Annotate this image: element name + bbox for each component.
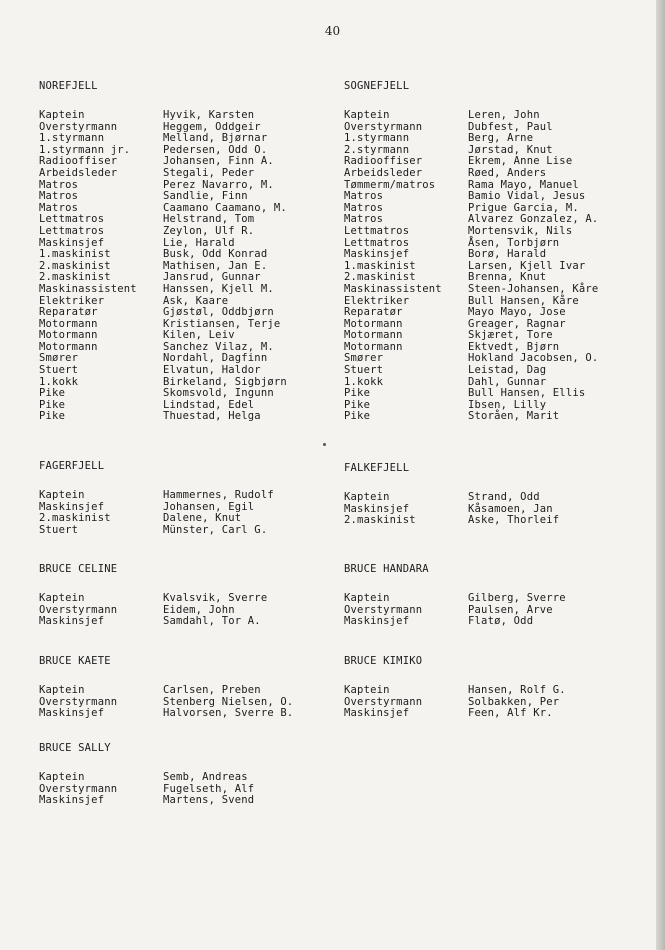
- crew-name: Alvarez Gonzalez, A.: [468, 213, 599, 226]
- crew-name: Eidem, John: [163, 603, 235, 616]
- crew-role: 2.styrmann: [344, 143, 410, 156]
- crew-role: 1.styrmann jr.: [39, 143, 131, 156]
- crew-list: [39, 593, 339, 628]
- crew-name: Leistad, Dag: [468, 364, 547, 377]
- crew-name: Mortensvik, Nils: [468, 224, 573, 237]
- crew-row: [344, 411, 644, 423]
- crew-row: [39, 307, 339, 319]
- crew-role: Maskinsjef: [39, 236, 105, 249]
- ship-name-heading: SOGNEFJELL: [344, 80, 410, 92]
- crew-role: Smører: [344, 352, 384, 365]
- crew-name: Caamano Caamano, M.: [163, 201, 287, 214]
- crew-role: Maskinassistent: [344, 282, 442, 295]
- crew-row: [344, 616, 644, 628]
- crew-role: 2.maskinist: [344, 514, 416, 527]
- crew-role: Kaptein: [344, 109, 390, 121]
- crew-name: Elvatun, Haldor: [163, 364, 261, 377]
- crew-role: 1.styrmann: [39, 132, 105, 145]
- crew-role: Kaptein: [344, 684, 390, 696]
- crew-role: Maskinsjef: [39, 615, 105, 628]
- crew-name: Mayo Mayo, Jose: [468, 306, 566, 319]
- crew-role: Pike: [39, 387, 66, 400]
- crew-role: Smører: [39, 352, 79, 365]
- crew-row: [39, 110, 339, 122]
- ship-name-heading: BRUCE HANDARA: [344, 563, 429, 575]
- crew-role: Radiooffiser: [39, 155, 118, 168]
- crew-list: [39, 772, 339, 807]
- crew-role: Matros: [39, 190, 79, 203]
- crew-name: Jørstad, Knut: [468, 143, 553, 156]
- crew-role: Matros: [344, 201, 384, 214]
- crew-name: Borø, Harald: [468, 248, 547, 261]
- crew-name: Lie, Harald: [163, 236, 235, 249]
- crew-name: Hansen, Rolf G.: [468, 684, 566, 696]
- crew-role: 2.maskinist: [344, 271, 416, 284]
- crew-name: Paulsen, Arve: [468, 603, 553, 616]
- crew-row: [39, 708, 339, 720]
- crew-name: Martens, Svend: [163, 794, 255, 807]
- crew-name: Dalene, Knut: [163, 512, 242, 525]
- crew-name: Gilberg, Sverre: [468, 592, 566, 604]
- crew-name: Kristiansen, Terje: [163, 317, 281, 330]
- crew-name: Ibsen, Lilly: [468, 398, 547, 411]
- crew-role: 1.styrmann: [344, 132, 410, 145]
- ship-name-heading: BRUCE KAETE: [39, 655, 111, 667]
- crew-row: [344, 593, 644, 605]
- crew-name: Hokland Jacobsen, O.: [468, 352, 599, 365]
- crew-name: Busk, Odd Konrad: [163, 248, 268, 261]
- crew-name: Storåen, Marit: [468, 410, 560, 423]
- ship-section: [39, 655, 339, 720]
- crew-role: Overstyrmann: [39, 695, 118, 708]
- crew-role: Overstyrmann: [344, 603, 423, 616]
- crew-name: Kilen, Leiv: [163, 329, 235, 342]
- crew-role: Pike: [344, 398, 371, 411]
- crew-name: Hyvik, Karsten: [163, 109, 255, 121]
- crew-row: [344, 284, 644, 296]
- crew-name: Greager, Ragnar: [468, 317, 566, 330]
- crew-list: [39, 685, 339, 720]
- ship-name-heading: FAGERFJELL: [39, 460, 105, 472]
- crew-role: Motormann: [344, 329, 403, 342]
- crew-name: Ekrem, Anne Lise: [468, 155, 573, 168]
- crew-name: Solbakken, Per: [468, 695, 560, 708]
- crew-role: Motormann: [344, 317, 403, 330]
- crew-role: Pike: [344, 387, 371, 400]
- crew-list: [344, 110, 644, 423]
- ship-section: [39, 460, 339, 536]
- crew-name: Dahl, Gunnar: [468, 375, 547, 388]
- crew-role: Matros: [39, 201, 79, 214]
- crew-row: [344, 110, 644, 122]
- crew-name: Bamio Vidal, Jesus: [468, 190, 586, 203]
- crew-name: Nordahl, Dagfinn: [163, 352, 268, 365]
- crew-role: Matros: [39, 178, 79, 191]
- crew-name: Gjøstøl, Oddbjørn: [163, 306, 274, 319]
- crew-name: Rama Mayo, Manuel: [468, 178, 579, 191]
- ship-name-heading: BRUCE KIMIKO: [344, 655, 423, 667]
- crew-role: Pike: [344, 410, 371, 423]
- crew-name: Stenberg Nielsen, O.: [163, 695, 294, 708]
- crew-role: Lettmatros: [39, 213, 105, 226]
- ship-name-heading: NOREFJELL: [39, 80, 98, 92]
- stray-dot: [323, 443, 326, 446]
- crew-row: [39, 226, 339, 238]
- crew-name: Perez Navarro, M.: [163, 178, 274, 191]
- ship-section: [344, 655, 644, 720]
- crew-name: Johansen, Finn A.: [163, 155, 274, 168]
- crew-name: Skjæret, Tore: [468, 329, 553, 342]
- crew-role: Elektriker: [39, 294, 105, 307]
- crew-name: Feen, Alf Kr.: [468, 707, 553, 720]
- crew-role: Maskinsjef: [344, 248, 410, 261]
- crew-role: Overstyrmann: [344, 695, 423, 708]
- crew-row: [39, 411, 339, 423]
- crew-list: [344, 593, 644, 628]
- crew-role: Kaptein: [39, 771, 85, 783]
- crew-row: [39, 525, 339, 537]
- crew-name: Ask, Kaare: [163, 294, 229, 307]
- crew-name: Hammernes, Rudolf: [163, 489, 274, 501]
- crew-name: Sandlie, Finn: [163, 190, 248, 203]
- crew-name: Semb, Andreas: [163, 771, 248, 783]
- crew-list: [39, 490, 339, 536]
- crew-name: Bull Hansen, Kåre: [468, 294, 579, 307]
- crew-row: [344, 226, 644, 238]
- crew-name: Ektvedt, Bjørn: [468, 340, 560, 353]
- crew-role: 1.kokk: [344, 375, 384, 388]
- crew-name: Kåsamoen, Jan: [468, 502, 553, 515]
- crew-role: 1.maskinist: [39, 248, 111, 261]
- crew-role: Kaptein: [344, 592, 390, 604]
- crew-row: [39, 284, 339, 296]
- crew-name: Johansen, Egil: [163, 500, 255, 513]
- crew-role: Lettmatros: [344, 224, 410, 237]
- crew-role: Maskinsjef: [39, 794, 105, 807]
- crew-row: [39, 249, 339, 261]
- crew-role: Pike: [39, 398, 66, 411]
- crew-role: Maskinsjef: [344, 502, 410, 515]
- ship-section: [39, 563, 339, 628]
- crew-name: Halvorsen, Sverre B.: [163, 707, 294, 720]
- crew-role: Kaptein: [344, 491, 390, 503]
- crew-row: [344, 168, 644, 180]
- crew-name: Flatø, Odd: [468, 615, 534, 628]
- ship-name-heading: FALKEFJELL: [344, 462, 410, 474]
- crew-role: Kaptein: [39, 109, 85, 121]
- crew-name: Zeylon, Ulf R.: [163, 224, 255, 237]
- crew-name: Thuestad, Helga: [163, 410, 261, 423]
- crew-name: Melland, Bjørnar: [163, 132, 268, 145]
- ship-section: [344, 563, 644, 628]
- crew-role: Maskinsjef: [344, 615, 410, 628]
- crew-name: Münster, Carl G.: [163, 523, 268, 536]
- crew-name: Lindstad, Edel: [163, 398, 255, 411]
- crew-name: Kvalsvik, Sverre: [163, 592, 268, 604]
- crew-name: Prigue Garcia, M.: [468, 201, 579, 214]
- crew-name: Aske, Thorleif: [468, 514, 560, 527]
- crew-row: [39, 168, 339, 180]
- crew-row: [344, 685, 644, 697]
- crew-name: Røed, Anders: [468, 166, 547, 179]
- crew-name: Steen-Johansen, Kåre: [468, 282, 599, 295]
- crew-name: Carlsen, Preben: [163, 684, 261, 696]
- crew-role: Kaptein: [39, 592, 85, 604]
- crew-role: Matros: [344, 213, 384, 226]
- crew-role: Stuert: [39, 523, 79, 536]
- crew-name: Mathisen, Jan E.: [163, 259, 268, 272]
- crew-role: Motormann: [39, 329, 98, 342]
- crew-name: Stegali, Peder: [163, 166, 255, 179]
- crew-role: Kaptein: [39, 489, 85, 501]
- crew-row: [344, 191, 644, 203]
- crew-role: Maskinsjef: [39, 500, 105, 513]
- crew-row: [39, 685, 339, 697]
- crew-list: [39, 110, 339, 423]
- crew-name: Åsen, Torbjørn: [468, 236, 560, 249]
- crew-role: Pike: [39, 410, 66, 423]
- crew-name: Heggem, Oddgeir: [163, 120, 261, 133]
- crew-role: 1.maskinist: [344, 259, 416, 272]
- crew-row: [344, 249, 644, 261]
- crew-role: Overstyrmann: [39, 603, 118, 616]
- crew-role: Tømmerm/matros: [344, 178, 436, 191]
- crew-name: Sanchez Vilaz, M.: [163, 340, 274, 353]
- crew-role: Overstyrmann: [39, 120, 118, 133]
- crew-role: Matros: [344, 190, 384, 203]
- crew-name: Jansrud, Gunnar: [163, 271, 261, 284]
- crew-name: Leren, John: [468, 109, 540, 121]
- crew-row: [344, 708, 644, 720]
- crew-row: [39, 490, 339, 502]
- ship-section: [344, 462, 644, 527]
- crew-row: [344, 307, 644, 319]
- crew-role: Stuert: [344, 364, 384, 377]
- ship-section: [344, 80, 644, 423]
- ship-name-heading: BRUCE SALLY: [39, 742, 111, 754]
- crew-row: [344, 492, 644, 504]
- ship-section: [39, 80, 339, 423]
- crew-role: 2.maskinist: [39, 259, 111, 272]
- crew-name: Brenna, Knut: [468, 271, 547, 284]
- crew-role: Lettmatros: [39, 224, 105, 237]
- crew-role: Motormann: [39, 317, 98, 330]
- crew-role: Arbeidsleder: [344, 166, 423, 179]
- ship-section: [39, 742, 339, 807]
- crew-role: Maskinsjef: [39, 707, 105, 720]
- crew-row: [39, 191, 339, 203]
- crew-row: [39, 616, 339, 628]
- ship-name-heading: BRUCE CELINE: [39, 563, 118, 575]
- crew-role: Lettmatros: [344, 236, 410, 249]
- crew-name: Skomsvold, Ingunn: [163, 387, 274, 400]
- crew-role: Reparatør: [39, 306, 98, 319]
- crew-list: [344, 685, 644, 720]
- crew-role: Motormann: [344, 340, 403, 353]
- crew-row: [344, 515, 644, 527]
- crew-role: Arbeidsleder: [39, 166, 118, 179]
- crew-role: 2.maskinist: [39, 512, 111, 525]
- crew-role: Maskinassistent: [39, 282, 137, 295]
- crew-role: Kaptein: [39, 684, 85, 696]
- crew-name: Bull Hansen, Ellis: [468, 387, 586, 400]
- crew-list: [344, 492, 644, 527]
- crew-role: Motormann: [39, 340, 98, 353]
- crew-name: Larsen, Kjell Ivar: [468, 259, 586, 272]
- crew-name: Pedersen, Odd O.: [163, 143, 268, 156]
- page-number: 40: [324, 24, 341, 38]
- crew-row: [39, 795, 339, 807]
- crew-row: [344, 365, 644, 377]
- crew-role: Reparatør: [344, 306, 403, 319]
- crew-role: Overstyrmann: [39, 782, 118, 795]
- crew-role: Maskinsjef: [344, 707, 410, 720]
- crew-row: [39, 772, 339, 784]
- crew-role: Elektriker: [344, 294, 410, 307]
- crew-role: 1.kokk: [39, 375, 79, 388]
- crew-name: Berg, Arne: [468, 132, 534, 145]
- crew-name: Birkeland, Sigbjørn: [163, 375, 287, 388]
- crew-role: Stuert: [39, 364, 79, 377]
- crew-name: Strand, Odd: [468, 491, 540, 503]
- crew-name: Hanssen, Kjell M.: [163, 282, 274, 295]
- crew-name: Samdahl, Tor A.: [163, 615, 261, 628]
- crew-row: [39, 365, 339, 377]
- page-edge: [656, 0, 665, 950]
- crew-role: Radiooffiser: [344, 155, 423, 168]
- crew-name: Dubfest, Paul: [468, 120, 553, 133]
- crew-name: Helstrand, Tom: [163, 213, 255, 226]
- crew-row: [39, 593, 339, 605]
- crew-role: 2.maskinist: [39, 271, 111, 284]
- crew-name: Fugelseth, Alf: [163, 782, 255, 795]
- crew-role: Overstyrmann: [344, 120, 423, 133]
